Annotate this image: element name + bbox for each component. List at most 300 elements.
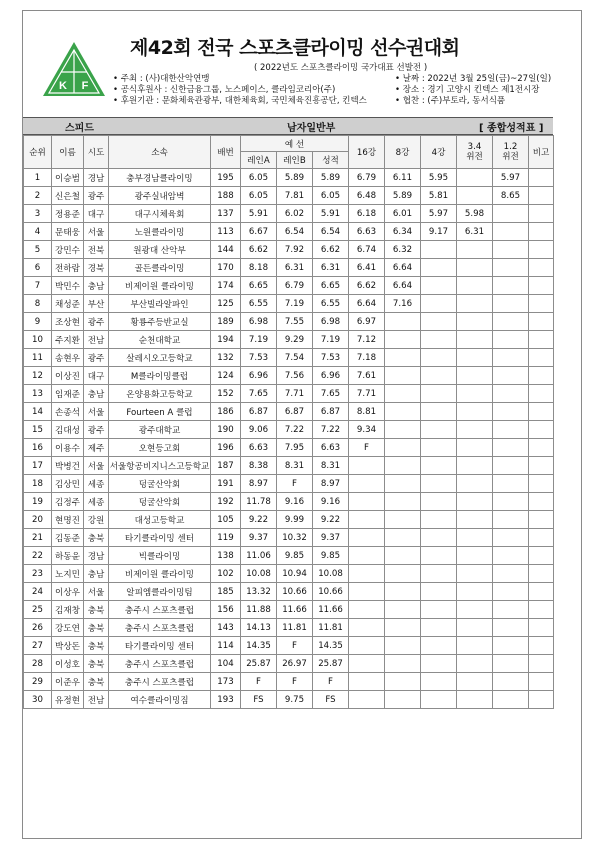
cell-bib: 185 bbox=[211, 583, 241, 601]
cell-region: 충남 bbox=[84, 385, 109, 403]
cell-name: 신은철 bbox=[52, 187, 84, 205]
cell-name: 김정주 bbox=[52, 493, 84, 511]
report-label: [ 종합성적표 ] bbox=[479, 123, 544, 134]
cell-final bbox=[493, 547, 529, 565]
col-round8: 8강 bbox=[385, 136, 421, 169]
cell-team: 대성고등학교 bbox=[109, 511, 211, 529]
cell-region: 전남 bbox=[84, 331, 109, 349]
cell-round16 bbox=[349, 565, 385, 583]
info-cosponsor: • 협찬 : (주)부토라, 동서식품 bbox=[395, 96, 506, 106]
cell-third-place: 5.98 bbox=[457, 205, 493, 223]
cell-lane-b: 7.71 bbox=[277, 385, 313, 403]
cell-round4 bbox=[421, 655, 457, 673]
cell-bib: 195 bbox=[211, 169, 241, 187]
cell-final bbox=[493, 223, 529, 241]
info-support: • 후원기관 : 문화체육관광부, 대한체육회, 국민체육진흥공단, 킨텍스 bbox=[113, 96, 367, 106]
cell-lane-b: 7.56 bbox=[277, 367, 313, 385]
table-row bbox=[24, 637, 554, 655]
cell-region: 충북 bbox=[84, 673, 109, 691]
cell-rank: 30 bbox=[24, 691, 52, 709]
cell-round16 bbox=[349, 457, 385, 475]
cell-round4 bbox=[421, 439, 457, 457]
cell-lane-b: 9.99 bbox=[277, 511, 313, 529]
cell-rank: 12 bbox=[24, 367, 52, 385]
cell-round4 bbox=[421, 637, 457, 655]
cell-note bbox=[529, 205, 554, 223]
cell-note bbox=[529, 565, 554, 583]
cell-region: 제주 bbox=[84, 439, 109, 457]
cell-lane-b: 6.31 bbox=[277, 259, 313, 277]
cell-third-place bbox=[457, 277, 493, 295]
cell-third-place bbox=[457, 619, 493, 637]
cell-region: 전북 bbox=[84, 241, 109, 259]
cell-final bbox=[493, 313, 529, 331]
info-venue: • 장소 : 경기 고양시 킨텍스 제1전시장 bbox=[395, 85, 540, 95]
cell-rank: 13 bbox=[24, 385, 52, 403]
cell-result: 6.96 bbox=[313, 367, 349, 385]
cell-name: 임재준 bbox=[52, 385, 84, 403]
cell-bib: 188 bbox=[211, 187, 241, 205]
cell-name: 조상현 bbox=[52, 313, 84, 331]
cell-note bbox=[529, 223, 554, 241]
cell-rank: 11 bbox=[24, 349, 52, 367]
cell-result: 6.63 bbox=[313, 439, 349, 457]
cell-round8 bbox=[385, 529, 421, 547]
cell-lane-b: 7.92 bbox=[277, 241, 313, 259]
cell-team: 골든클라이밍 bbox=[109, 259, 211, 277]
cell-round4 bbox=[421, 421, 457, 439]
cell-round16: 7.12 bbox=[349, 331, 385, 349]
cell-round4 bbox=[421, 403, 457, 421]
cell-round8 bbox=[385, 439, 421, 457]
cell-name: 송현우 bbox=[52, 349, 84, 367]
table-row bbox=[24, 367, 554, 385]
cell-note bbox=[529, 637, 554, 655]
cell-lane-b: 6.79 bbox=[277, 277, 313, 295]
table-row bbox=[24, 403, 554, 421]
cell-team: 빅클라이밍 bbox=[109, 547, 211, 565]
cell-name: 이상진 bbox=[52, 367, 84, 385]
cell-lane-a: 9.22 bbox=[241, 511, 277, 529]
cell-final bbox=[493, 565, 529, 583]
cell-final: 5.97 bbox=[493, 169, 529, 187]
cell-result: 9.37 bbox=[313, 529, 349, 547]
cell-result: F bbox=[313, 673, 349, 691]
event-label: 스피드 bbox=[65, 123, 94, 134]
cell-round16: 9.34 bbox=[349, 421, 385, 439]
cell-lane-b: 10.32 bbox=[277, 529, 313, 547]
cell-final bbox=[493, 637, 529, 655]
cell-round4 bbox=[421, 673, 457, 691]
cell-lane-a: 10.08 bbox=[241, 565, 277, 583]
cell-bib: 102 bbox=[211, 565, 241, 583]
cell-bib: 137 bbox=[211, 205, 241, 223]
organizer-info bbox=[113, 74, 367, 107]
cell-result: 11.66 bbox=[313, 601, 349, 619]
table-row bbox=[24, 691, 554, 709]
cell-final bbox=[493, 493, 529, 511]
cell-final bbox=[493, 259, 529, 277]
cell-third-place bbox=[457, 259, 493, 277]
cell-final bbox=[493, 277, 529, 295]
cell-lane-a: 14.35 bbox=[241, 637, 277, 655]
cell-note bbox=[529, 295, 554, 313]
cell-third-place bbox=[457, 187, 493, 205]
cell-team: 온양용화고등학교 bbox=[109, 385, 211, 403]
table-row bbox=[24, 655, 554, 673]
cell-bib: 138 bbox=[211, 547, 241, 565]
cell-lane-b: 9.85 bbox=[277, 547, 313, 565]
cell-round4 bbox=[421, 583, 457, 601]
cell-name: 박민수 bbox=[52, 277, 84, 295]
cell-round4: 5.81 bbox=[421, 187, 457, 205]
cell-final bbox=[493, 583, 529, 601]
cell-bib: 125 bbox=[211, 295, 241, 313]
cell-note bbox=[529, 313, 554, 331]
cell-result: 6.62 bbox=[313, 241, 349, 259]
cell-result: 10.08 bbox=[313, 565, 349, 583]
cell-lane-b: 7.22 bbox=[277, 421, 313, 439]
cell-lane-a: 9.06 bbox=[241, 421, 277, 439]
cell-lane-b: 7.81 bbox=[277, 187, 313, 205]
cell-third-place bbox=[457, 421, 493, 439]
cell-note bbox=[529, 619, 554, 637]
cell-name: 전하람 bbox=[52, 259, 84, 277]
cell-round4: 5.95 bbox=[421, 169, 457, 187]
table-row bbox=[24, 223, 554, 241]
cell-team: 비제이원 클라이밍 bbox=[109, 277, 211, 295]
cell-region: 충북 bbox=[84, 637, 109, 655]
cell-round4 bbox=[421, 259, 457, 277]
cell-name: 강민수 bbox=[52, 241, 84, 259]
cell-bib: 187 bbox=[211, 457, 241, 475]
cell-bib: 191 bbox=[211, 475, 241, 493]
cell-bib: 186 bbox=[211, 403, 241, 421]
cell-note bbox=[529, 511, 554, 529]
page-title: 제42회 전국 스포츠클라이밍 선수권대회 bbox=[130, 37, 460, 59]
cell-round4 bbox=[421, 565, 457, 583]
col-round4: 4강 bbox=[421, 136, 457, 169]
cell-round8 bbox=[385, 673, 421, 691]
cell-third-place bbox=[457, 529, 493, 547]
cell-final bbox=[493, 457, 529, 475]
cell-bib: 192 bbox=[211, 493, 241, 511]
cell-result: 10.66 bbox=[313, 583, 349, 601]
cell-third-place bbox=[457, 331, 493, 349]
cell-final bbox=[493, 205, 529, 223]
cell-rank: 1 bbox=[24, 169, 52, 187]
cell-round8 bbox=[385, 313, 421, 331]
col-team: 소속 bbox=[109, 136, 211, 169]
cell-round4 bbox=[421, 475, 457, 493]
cell-round8 bbox=[385, 349, 421, 367]
cell-region: 충북 bbox=[84, 655, 109, 673]
cell-result: 7.53 bbox=[313, 349, 349, 367]
cell-team: 알피엠클라이밍팀 bbox=[109, 583, 211, 601]
cell-bib: 196 bbox=[211, 439, 241, 457]
cell-rank: 14 bbox=[24, 403, 52, 421]
cell-name: 강도연 bbox=[52, 619, 84, 637]
cell-lane-b: 7.19 bbox=[277, 295, 313, 313]
table-row bbox=[24, 331, 554, 349]
cell-note bbox=[529, 655, 554, 673]
cell-region: 경북 bbox=[84, 259, 109, 277]
cell-final bbox=[493, 385, 529, 403]
cell-final bbox=[493, 529, 529, 547]
cell-lane-a: 6.96 bbox=[241, 367, 277, 385]
cell-round4 bbox=[421, 313, 457, 331]
category-band bbox=[23, 117, 553, 135]
results-body bbox=[24, 169, 554, 709]
col-qualification: 예 선 bbox=[241, 136, 349, 152]
cell-lane-b: 7.55 bbox=[277, 313, 313, 331]
cell-region: 서울 bbox=[84, 403, 109, 421]
cell-round16 bbox=[349, 493, 385, 511]
cell-region: 충북 bbox=[84, 601, 109, 619]
cell-bib: 156 bbox=[211, 601, 241, 619]
cell-team: 순천대학교 bbox=[109, 331, 211, 349]
cell-round16 bbox=[349, 511, 385, 529]
cell-rank: 19 bbox=[24, 493, 52, 511]
col-lane-b: 레인B bbox=[277, 152, 313, 169]
cell-lane-b: F bbox=[277, 637, 313, 655]
cell-bib: 104 bbox=[211, 655, 241, 673]
cell-round16: 7.71 bbox=[349, 385, 385, 403]
cell-name: 손종석 bbox=[52, 403, 84, 421]
cell-region: 경남 bbox=[84, 547, 109, 565]
cell-round4 bbox=[421, 529, 457, 547]
cell-bib: 124 bbox=[211, 367, 241, 385]
cell-lane-a: 5.91 bbox=[241, 205, 277, 223]
cell-round8 bbox=[385, 583, 421, 601]
event-info bbox=[395, 74, 551, 107]
cell-lane-a: 6.05 bbox=[241, 169, 277, 187]
cell-third-place bbox=[457, 367, 493, 385]
cell-lane-b: 6.87 bbox=[277, 403, 313, 421]
cell-team: 원광대 산악부 bbox=[109, 241, 211, 259]
cell-region: 광주 bbox=[84, 313, 109, 331]
cell-third-place bbox=[457, 457, 493, 475]
cell-round8 bbox=[385, 637, 421, 655]
cell-round4 bbox=[421, 457, 457, 475]
cell-third-place bbox=[457, 511, 493, 529]
cell-round16 bbox=[349, 619, 385, 637]
cell-round4 bbox=[421, 295, 457, 313]
cell-result: 5.89 bbox=[313, 169, 349, 187]
cell-lane-a: 6.65 bbox=[241, 277, 277, 295]
table-row bbox=[24, 349, 554, 367]
cell-result: 5.91 bbox=[313, 205, 349, 223]
cell-rank: 5 bbox=[24, 241, 52, 259]
cell-note bbox=[529, 331, 554, 349]
cell-round4: 9.17 bbox=[421, 223, 457, 241]
cell-lane-a: 9.37 bbox=[241, 529, 277, 547]
cell-name: 김대성 bbox=[52, 421, 84, 439]
cell-result: 8.97 bbox=[313, 475, 349, 493]
cell-bib: 174 bbox=[211, 277, 241, 295]
cell-rank: 3 bbox=[24, 205, 52, 223]
cell-team: 비제이원 클라이밍 bbox=[109, 565, 211, 583]
cell-note bbox=[529, 583, 554, 601]
table-row bbox=[24, 493, 554, 511]
cell-round16 bbox=[349, 475, 385, 493]
cell-round16 bbox=[349, 673, 385, 691]
cell-round8 bbox=[385, 691, 421, 709]
cell-final bbox=[493, 331, 529, 349]
cell-round4 bbox=[421, 367, 457, 385]
cell-round16: 6.41 bbox=[349, 259, 385, 277]
cell-third-place bbox=[457, 583, 493, 601]
cell-final bbox=[493, 511, 529, 529]
cell-lane-b: 8.31 bbox=[277, 457, 313, 475]
cell-note bbox=[529, 457, 554, 475]
cell-round16: 6.62 bbox=[349, 277, 385, 295]
cell-lane-a: 8.38 bbox=[241, 457, 277, 475]
cell-round16: 6.18 bbox=[349, 205, 385, 223]
cell-third-place bbox=[457, 691, 493, 709]
cell-lane-b: 7.95 bbox=[277, 439, 313, 457]
cell-note bbox=[529, 673, 554, 691]
cell-final bbox=[493, 439, 529, 457]
cell-name: 이용수 bbox=[52, 439, 84, 457]
cell-round16: 6.63 bbox=[349, 223, 385, 241]
table-row bbox=[24, 457, 554, 475]
kf-logo-icon bbox=[42, 40, 106, 98]
table-row bbox=[24, 475, 554, 493]
cell-round8 bbox=[385, 457, 421, 475]
cell-team: 광주실내암벽 bbox=[109, 187, 211, 205]
cell-third-place bbox=[457, 565, 493, 583]
cell-round16 bbox=[349, 547, 385, 565]
col-round16: 16강 bbox=[349, 136, 385, 169]
table-row bbox=[24, 439, 554, 457]
cell-result: 9.85 bbox=[313, 547, 349, 565]
cell-result: 9.22 bbox=[313, 511, 349, 529]
cell-lane-b: 11.81 bbox=[277, 619, 313, 637]
cell-rank: 8 bbox=[24, 295, 52, 313]
cell-region: 광주 bbox=[84, 421, 109, 439]
cell-third-place bbox=[457, 403, 493, 421]
cell-final bbox=[493, 601, 529, 619]
cell-round4 bbox=[421, 349, 457, 367]
cell-bib: 119 bbox=[211, 529, 241, 547]
table-row bbox=[24, 547, 554, 565]
cell-lane-a: 14.13 bbox=[241, 619, 277, 637]
cell-lane-a: 8.97 bbox=[241, 475, 277, 493]
cell-result: 7.19 bbox=[313, 331, 349, 349]
cell-round8 bbox=[385, 403, 421, 421]
cell-round4 bbox=[421, 385, 457, 403]
cell-round8 bbox=[385, 331, 421, 349]
cell-rank: 28 bbox=[24, 655, 52, 673]
cell-name: 김재창 bbox=[52, 601, 84, 619]
cell-final bbox=[493, 349, 529, 367]
cell-round16 bbox=[349, 637, 385, 655]
cell-bib: 152 bbox=[211, 385, 241, 403]
cell-result: 7.65 bbox=[313, 385, 349, 403]
cell-lane-a: 6.87 bbox=[241, 403, 277, 421]
col-lane-a: 레인A bbox=[241, 152, 277, 169]
results-table bbox=[23, 135, 554, 709]
cell-round4 bbox=[421, 619, 457, 637]
cell-lane-a: 6.63 bbox=[241, 439, 277, 457]
cell-round4 bbox=[421, 331, 457, 349]
cell-bib: 189 bbox=[211, 313, 241, 331]
table-row bbox=[24, 421, 554, 439]
cell-team: 충부경남클라이밍 bbox=[109, 169, 211, 187]
cell-region: 서울 bbox=[84, 223, 109, 241]
cell-lane-b: 5.89 bbox=[277, 169, 313, 187]
cell-lane-a: 6.62 bbox=[241, 241, 277, 259]
cell-team: 타기클라이밍 센터 bbox=[109, 529, 211, 547]
cell-bib: 143 bbox=[211, 619, 241, 637]
cell-note bbox=[529, 403, 554, 421]
cell-bib: 190 bbox=[211, 421, 241, 439]
cell-rank: 24 bbox=[24, 583, 52, 601]
cell-lane-a: 8.18 bbox=[241, 259, 277, 277]
cell-team: Fourteen A 클럽 bbox=[109, 403, 211, 421]
cell-rank: 29 bbox=[24, 673, 52, 691]
table-row bbox=[24, 529, 554, 547]
cell-rank: 6 bbox=[24, 259, 52, 277]
cell-round8 bbox=[385, 493, 421, 511]
cell-lane-a: 7.65 bbox=[241, 385, 277, 403]
cell-final bbox=[493, 475, 529, 493]
cell-region: 강원 bbox=[84, 511, 109, 529]
col-name: 이름 bbox=[52, 136, 84, 169]
cell-round16 bbox=[349, 583, 385, 601]
cell-third-place bbox=[457, 349, 493, 367]
table-row bbox=[24, 295, 554, 313]
cell-region: 충북 bbox=[84, 619, 109, 637]
cell-final bbox=[493, 619, 529, 637]
cell-team: 부산빌라알파인 bbox=[109, 295, 211, 313]
cell-rank: 16 bbox=[24, 439, 52, 457]
cell-team: 충주시 스포츠클럽 bbox=[109, 619, 211, 637]
cell-round16: 6.48 bbox=[349, 187, 385, 205]
cell-team: 덩굴산악회 bbox=[109, 493, 211, 511]
cell-round16: 6.79 bbox=[349, 169, 385, 187]
cell-result: 6.05 bbox=[313, 187, 349, 205]
cell-note bbox=[529, 277, 554, 295]
cell-round4: 5.97 bbox=[421, 205, 457, 223]
cell-lane-a: 13.32 bbox=[241, 583, 277, 601]
table-row bbox=[24, 601, 554, 619]
cell-result: 6.31 bbox=[313, 259, 349, 277]
cell-rank: 18 bbox=[24, 475, 52, 493]
cell-result: 6.87 bbox=[313, 403, 349, 421]
cell-team: 충주시 스포츠클럽 bbox=[109, 655, 211, 673]
table-row bbox=[24, 259, 554, 277]
cell-round8: 6.11 bbox=[385, 169, 421, 187]
cell-result: 6.98 bbox=[313, 313, 349, 331]
cell-round16 bbox=[349, 601, 385, 619]
cell-final bbox=[493, 655, 529, 673]
cell-round4 bbox=[421, 277, 457, 295]
col-region: 시도 bbox=[84, 136, 109, 169]
cell-rank: 26 bbox=[24, 619, 52, 637]
cell-round4 bbox=[421, 241, 457, 259]
cell-rank: 17 bbox=[24, 457, 52, 475]
cell-result: 9.16 bbox=[313, 493, 349, 511]
page-subtitle: ( 2022년도 스포츠클라이밍 국가대표 선발전 ) bbox=[254, 63, 428, 73]
cell-name: 유정현 bbox=[52, 691, 84, 709]
cell-region: 전남 bbox=[84, 691, 109, 709]
cell-region: 서울 bbox=[84, 457, 109, 475]
cell-round8: 6.64 bbox=[385, 277, 421, 295]
cell-note bbox=[529, 547, 554, 565]
cell-region: 세종 bbox=[84, 493, 109, 511]
